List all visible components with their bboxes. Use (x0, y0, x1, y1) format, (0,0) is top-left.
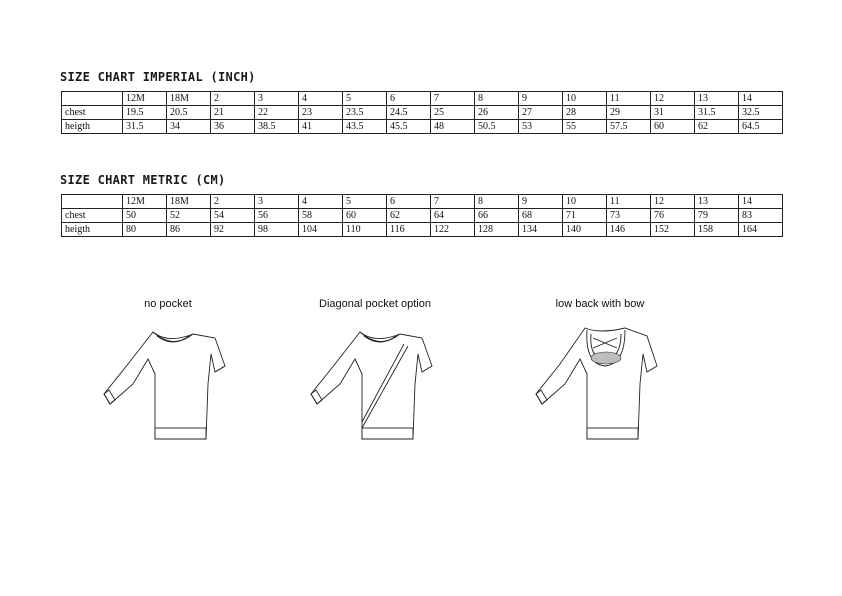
table-cell: 7 (431, 92, 475, 106)
metric-chart-title: SIZE CHART METRIC (CM) (60, 173, 226, 187)
table-cell: 71 (563, 209, 607, 223)
row-label-cell: chest (62, 106, 123, 120)
table-cell: 60 (343, 209, 387, 223)
table-cell: 6 (387, 195, 431, 209)
table-cell: 14 (739, 195, 783, 209)
table-cell: 86 (167, 223, 211, 237)
table-cell: 4 (299, 92, 343, 106)
table-cell: 12 (651, 92, 695, 106)
table-cell: 52 (167, 209, 211, 223)
table-cell: 2 (211, 92, 255, 106)
table-cell: 48 (431, 120, 475, 134)
table-cell: 55 (563, 120, 607, 134)
table-cell: 31 (651, 106, 695, 120)
table-cell: 18M (167, 92, 211, 106)
table-cell: 50.5 (475, 120, 519, 134)
table-cell: 25 (431, 106, 475, 120)
table-cell: 104 (299, 223, 343, 237)
table-cell: 11 (607, 92, 651, 106)
table-cell: 60 (651, 120, 695, 134)
table-cell: 98 (255, 223, 299, 237)
imperial-chart-title: SIZE CHART IMPERIAL (INCH) (60, 70, 256, 84)
garment-diagonal-pocket (275, 298, 475, 444)
table-cell: 128 (475, 223, 519, 237)
table-cell: 4 (299, 195, 343, 209)
table-cell: 7 (431, 195, 475, 209)
table-cell: 6 (387, 92, 431, 106)
table-cell: 11 (607, 195, 651, 209)
table-cell: 41 (299, 120, 343, 134)
table-cell: 116 (387, 223, 431, 237)
table-cell: 19.5 (123, 106, 167, 120)
table-cell: 9 (519, 195, 563, 209)
table-cell: 54 (211, 209, 255, 223)
table-cell: 36 (211, 120, 255, 134)
table-cell: 31.5 (695, 106, 739, 120)
size-header-row (62, 195, 783, 209)
table-cell: 5 (343, 195, 387, 209)
table-cell: 80 (123, 223, 167, 237)
table-cell: 21 (211, 106, 255, 120)
table-cell: 62 (695, 120, 739, 134)
table-cell: 28 (563, 106, 607, 120)
table-cell: 79 (695, 209, 739, 223)
row-label-cell: heigth (62, 223, 123, 237)
table-cell: 57.5 (607, 120, 651, 134)
table-cell: 12M (123, 195, 167, 209)
size-header-row (62, 92, 783, 106)
imperial-size-table (61, 91, 783, 134)
table-cell: 3 (255, 92, 299, 106)
table-row (62, 209, 783, 223)
table-cell: 43.5 (343, 120, 387, 134)
table-cell: 12M (123, 92, 167, 106)
table-cell: 22 (255, 106, 299, 120)
sweater-low-back-bow-illustration (525, 314, 675, 444)
table-cell: 50 (123, 209, 167, 223)
table-cell: 64 (431, 209, 475, 223)
table-cell: 12 (651, 195, 695, 209)
table-cell: 68 (519, 209, 563, 223)
table-cell: 5 (343, 92, 387, 106)
table-cell: 92 (211, 223, 255, 237)
table-cell: 164 (739, 223, 783, 237)
table-cell: 110 (343, 223, 387, 237)
table-cell: 34 (167, 120, 211, 134)
table-cell: 152 (651, 223, 695, 237)
table-cell: 23 (299, 106, 343, 120)
row-label-cell (62, 92, 123, 106)
table-cell: 23.5 (343, 106, 387, 120)
table-cell: 62 (387, 209, 431, 223)
table-cell: 64.5 (739, 120, 783, 134)
row-label-cell: heigth (62, 120, 123, 134)
table-cell: 134 (519, 223, 563, 237)
sweater-diagonal-pocket-illustration (300, 314, 450, 444)
table-cell: 38.5 (255, 120, 299, 134)
table-cell: 13 (695, 195, 739, 209)
garment-label: no pocket (144, 298, 192, 310)
table-cell: 2 (211, 195, 255, 209)
table-cell: 66 (475, 209, 519, 223)
table-cell: 10 (563, 195, 607, 209)
garment-no-pocket (68, 298, 268, 444)
table-cell: 27 (519, 106, 563, 120)
table-cell: 14 (739, 92, 783, 106)
table-cell: 24.5 (387, 106, 431, 120)
garment-low-back-bow (500, 298, 700, 444)
table-cell: 3 (255, 195, 299, 209)
table-cell: 9 (519, 92, 563, 106)
garment-label: Diagonal pocket option (319, 298, 431, 310)
table-cell: 76 (651, 209, 695, 223)
metric-size-table (61, 194, 783, 237)
table-cell: 20.5 (167, 106, 211, 120)
table-cell: 56 (255, 209, 299, 223)
table-cell: 58 (299, 209, 343, 223)
row-label-cell (62, 195, 123, 209)
table-cell: 8 (475, 195, 519, 209)
table-cell: 140 (563, 223, 607, 237)
table-cell: 10 (563, 92, 607, 106)
table-cell: 73 (607, 209, 651, 223)
table-cell: 32.5 (739, 106, 783, 120)
table-cell: 31.5 (123, 120, 167, 134)
table-cell: 83 (739, 209, 783, 223)
row-label-cell: chest (62, 209, 123, 223)
table-cell: 122 (431, 223, 475, 237)
table-cell: 146 (607, 223, 651, 237)
table-cell: 158 (695, 223, 739, 237)
table-row (62, 106, 783, 120)
table-cell: 18M (167, 195, 211, 209)
table-cell: 45.5 (387, 120, 431, 134)
table-cell: 29 (607, 106, 651, 120)
garment-label: low back with bow (555, 298, 645, 310)
table-cell: 26 (475, 106, 519, 120)
table-cell: 8 (475, 92, 519, 106)
table-row (62, 120, 783, 134)
sweater-no-pocket-illustration (93, 314, 243, 444)
table-cell: 53 (519, 120, 563, 134)
table-cell: 13 (695, 92, 739, 106)
table-row (62, 223, 783, 237)
